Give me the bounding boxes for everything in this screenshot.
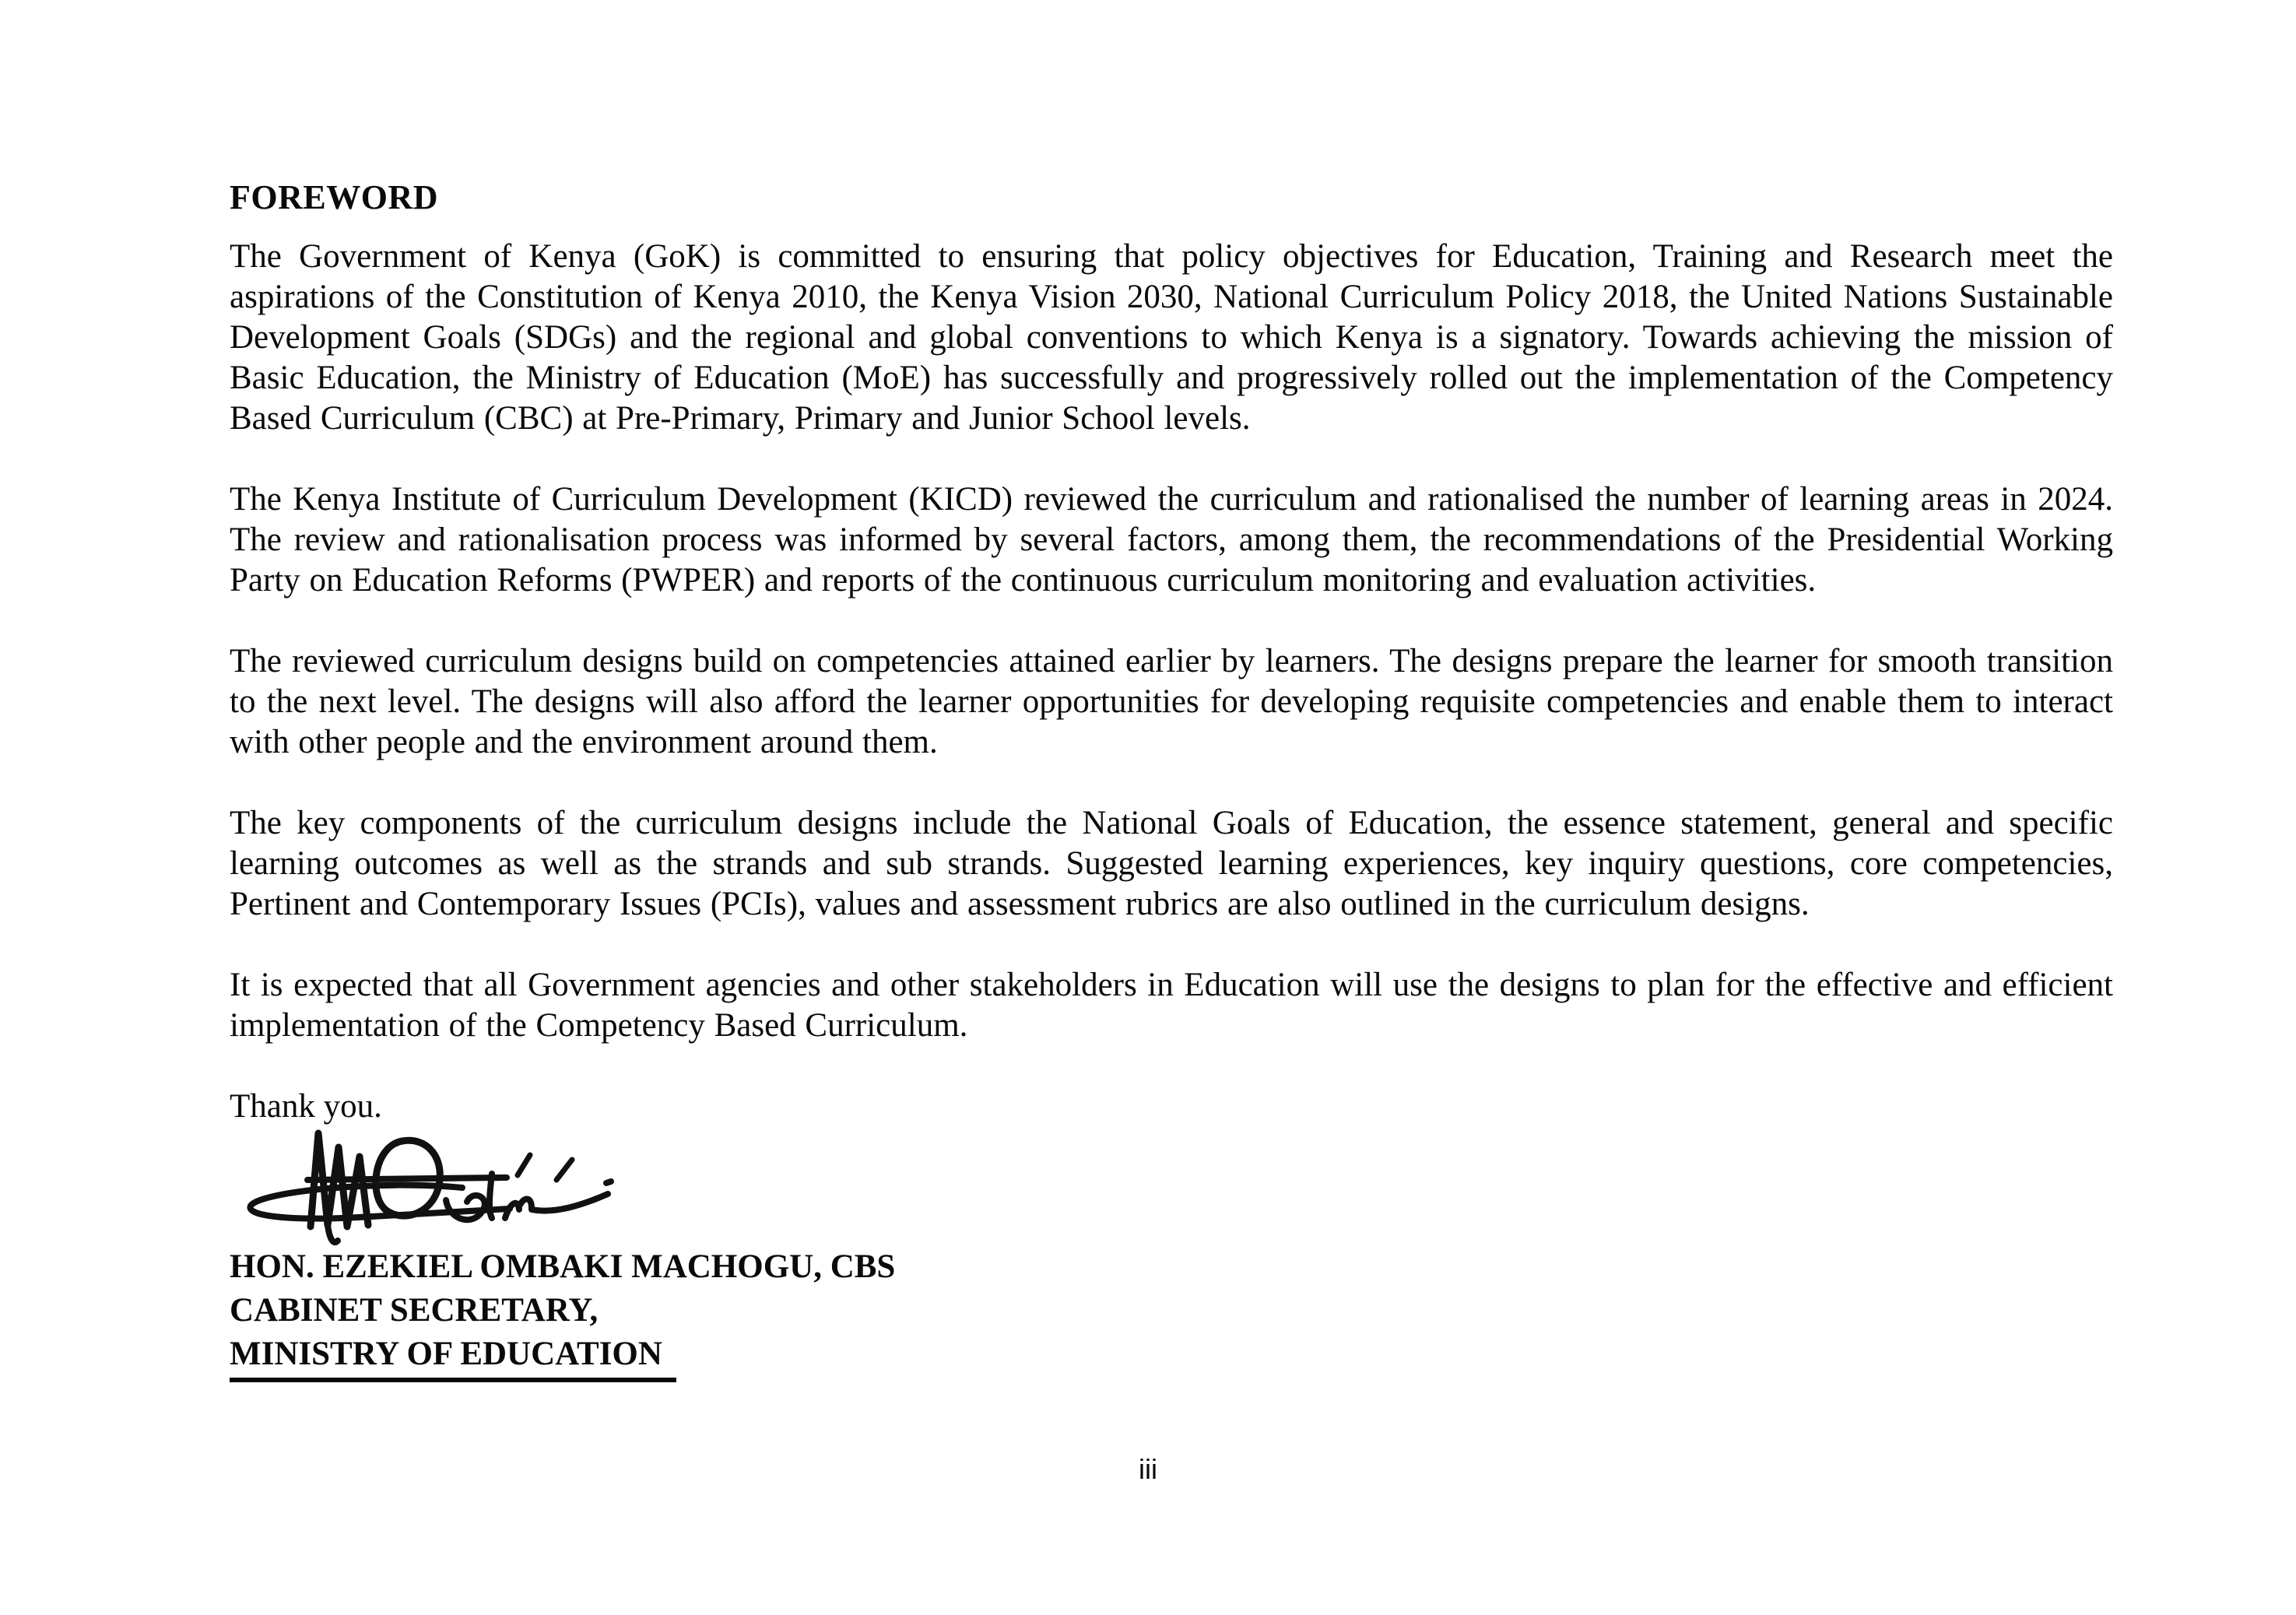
paragraph-1: The Government of Kenya (GoK) is committed to ensuring that policy objectives for Education, Training and Research meet the aspirations of the Constitution of Kenya 2010, the Kenya Vision 2030, National Curriculum Policy 2018, the United Nations Sustainable Development Goals (SDGs) and the regional and global conventions to which Kenya is a signatory. Towards achieving the mission of Basic Education, the Ministry of Education (MoE) has successfully and progressively rolled out the implementation of the Competency Based Curriculum (CBC) at Pre-Primary, Primary and Junior School levels. — [230, 238, 2113, 437]
paragraph-4: The key components of the curriculum designs include the National Goals of Education, the essence statement, general and specific learning outcomes as well as the strands and sub strands. Suggested learning experiences, key inquiry questions, core competencies, Pertinent and Contemporary Issues (PCIs), values and assessment rubrics are also outlined in the curriculum designs. — [230, 805, 2113, 922]
foreword-section — [230, 178, 2113, 1382]
signature-area — [230, 1130, 2113, 1245]
paragraph-5: It is expected that all Government agencies and other stakeholders in Education will use the designs to plan for the effective and efficient implementation of the Competency Based Curriculum. — [230, 967, 2113, 1044]
paragraph-3: The reviewed curriculum designs build on competencies attained earlier by learners. The designs prepare the learner for smooth transition to the next level. The designs will also afford the learner opportunities for developing requisite competencies and enable them to interact with other people and the environment around them. — [230, 643, 2113, 760]
paragraph-2: The Kenya Institute of Curriculum Development (KICD) reviewed the curriculum and rationalised the number of learning areas in 2024. The review and rationalisation process was informed by several factors, among them, the recommendations of the Presidential Working Party on Education Reforms (PWPER) and reports of the continuous curriculum monitoring and evaluation activities. — [230, 481, 2113, 599]
signatory-title: CABINET SECRETARY, — [230, 1292, 599, 1329]
page-number: iii — [1139, 1453, 1157, 1485]
signatory-name: HON. EZEKIEL OMBAKI MACHOGU, CBS — [230, 1248, 896, 1285]
closing-line: Thank you. — [230, 1088, 382, 1125]
signatory-organisation: MINISTRY OF EDUCATION — [230, 1332, 2113, 1382]
page-title: FOREWORD — [230, 178, 438, 216]
handwritten-signature-image — [240, 1125, 661, 1254]
